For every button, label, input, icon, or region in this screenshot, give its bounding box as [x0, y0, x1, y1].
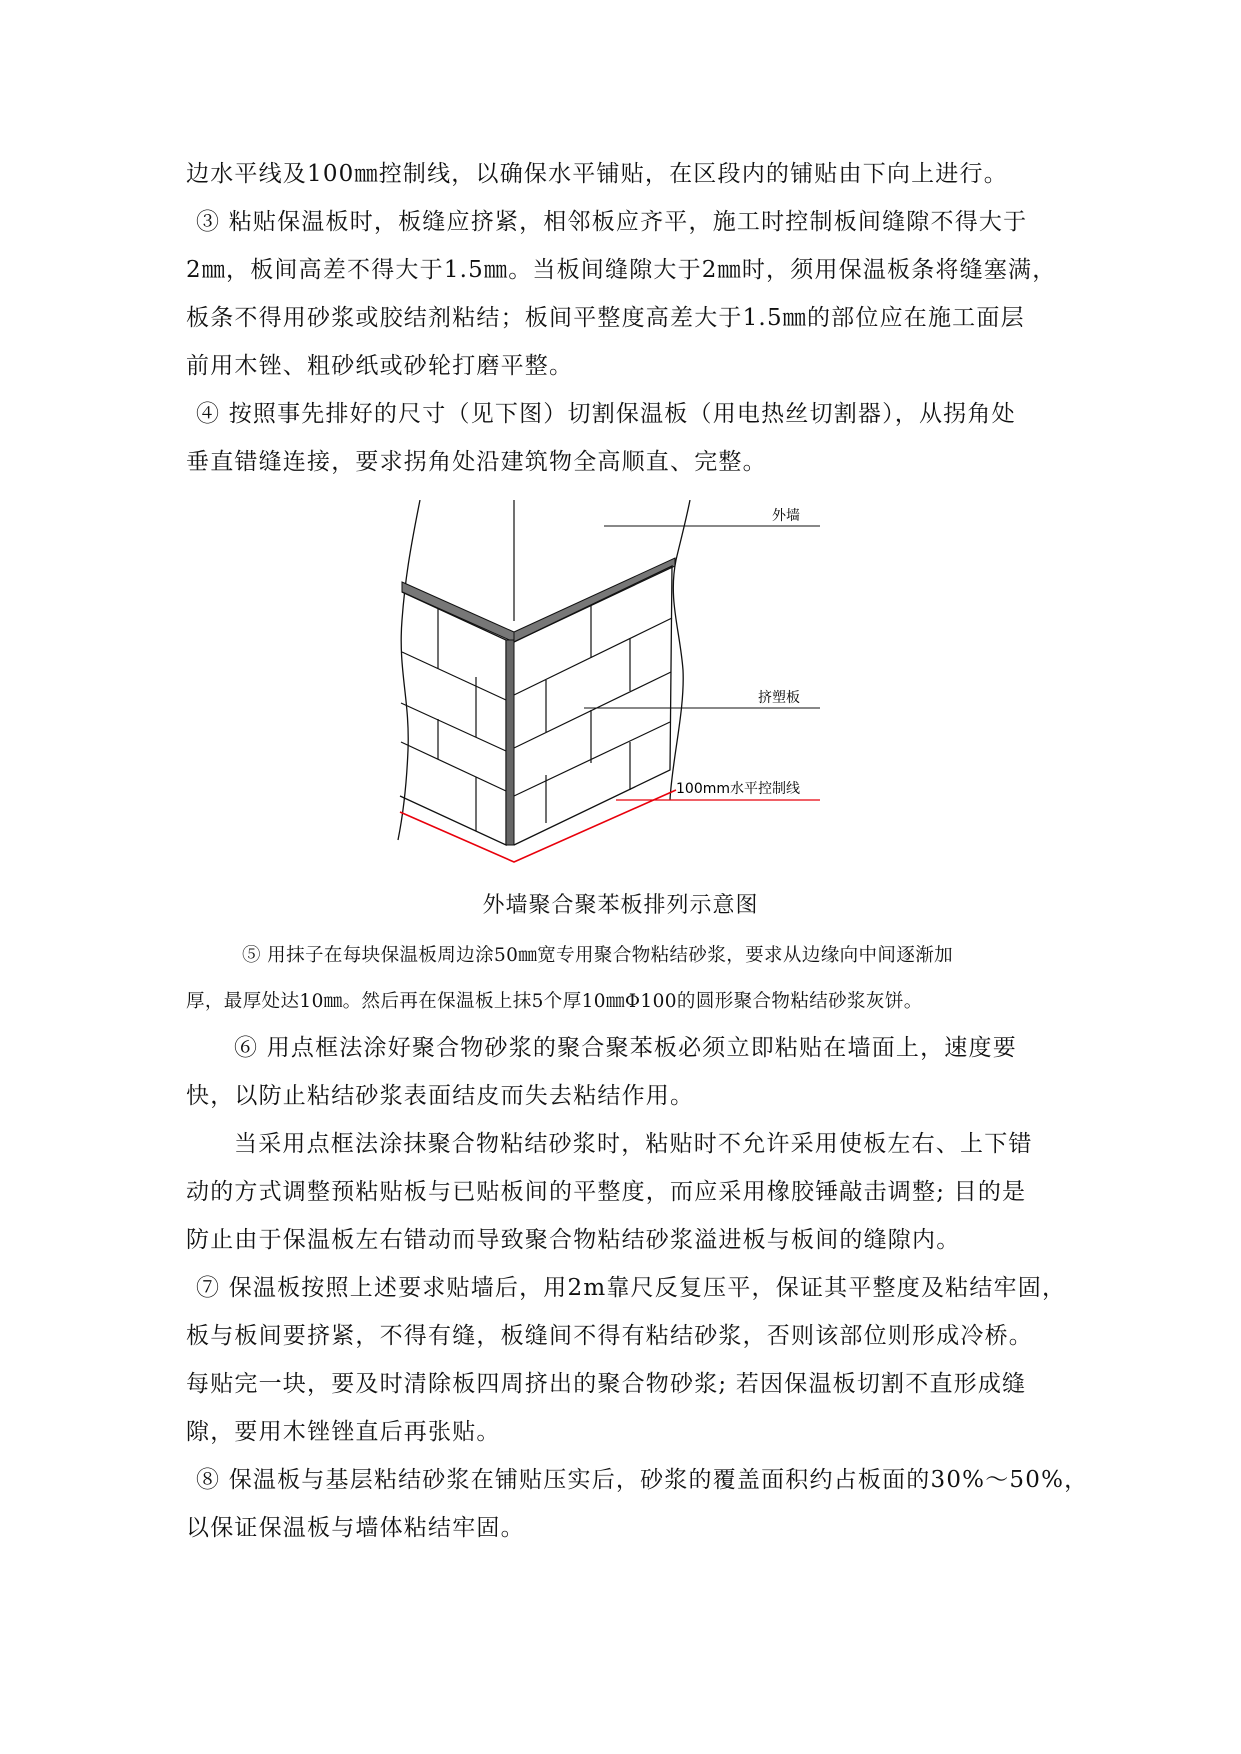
paragraph-line: ③ 粘贴保温板时，板缝应挤紧，相邻板应齐平，施工时控制板间缝隙不得大于 [196, 209, 1028, 235]
paragraph-line: 厚，最厚处达10㎜。然后再在保温板上抹5个厚10㎜Φ100的圆形聚合物粘结砂浆灰饼。 [186, 991, 923, 1012]
corner-mortar-strip [506, 640, 514, 845]
paragraph-line: 动的方式调整预粘贴板与已贴板间的平整度，而应采用橡胶锤敲击调整; 目的是 [186, 1179, 1027, 1205]
control-line-red [400, 790, 676, 862]
paragraph-line: 板条不得用砂浆或胶结剂粘结；板间平整度高差大于1.5㎜的部位应在施工面层 [186, 305, 1025, 331]
paragraph-line: ⑧ 保温板与基层粘结砂浆在铺贴压实后，砂浆的覆盖面积约占板面的30%～50%， [196, 1467, 1089, 1493]
paragraph-line: 以保证保温板与墙体粘结牢固。 [186, 1515, 525, 1541]
paragraph-line: 当采用点框法涂抹聚合物粘结砂浆时，粘贴时不允许采用使板左右、上下错 [234, 1131, 1033, 1157]
figure-caption: 外墙聚合聚苯板排列示意图 [482, 893, 759, 918]
paragraph-line: ⑤ 用抹子在每块保温板周边涂50㎜宽专用聚合物粘结砂浆，要求从边缘向中间逐渐加 [242, 945, 954, 966]
label-board: 挤塑板 [758, 690, 800, 706]
label-wall: 外墙 [772, 508, 800, 524]
paragraph-line: 隙，要用木锉锉直后再张贴。 [186, 1419, 501, 1445]
paragraph-line: 每贴完一块，要及时清除板四周挤出的聚合物砂浆; 若因保温板切割不直形成缝 [186, 1371, 1027, 1397]
insulation-board-layout-diagram [380, 500, 860, 880]
left-course-line [401, 742, 506, 791]
paragraph-line: 2㎜，板间高差不得大于1.5㎜。当板间缝隙大于2㎜时，须用保温板条将缝塞满， [186, 257, 1057, 283]
left-break-line [398, 500, 420, 840]
paragraph-line: 板与板间要挤紧，不得有缝，板缝间不得有粘结砂浆，否则该部位则形成冷桥。 [186, 1323, 1033, 1349]
right-break-line [670, 500, 690, 800]
paragraph-line: ⑦ 保温板按照上述要求贴墙后，用2m靠尺反复压平，保证其平整度及粘结牢固， [196, 1275, 1067, 1301]
paragraph-line: 边水平线及100㎜控制线，以确保水平铺贴，在区段内的铺贴由下向上进行。 [186, 161, 1008, 187]
paragraph-line: 防止由于保温板左右错动而导致聚合物粘结砂浆溢进板与板间的缝隙内。 [186, 1227, 961, 1253]
left-top-mortar-edge [402, 582, 514, 642]
paragraph-line: 垂直错缝连接，要求拐角处沿建筑物全高顺直、完整。 [186, 449, 767, 475]
paragraph-line: 前用木锉、粗砂纸或砂轮打磨平整。 [186, 353, 574, 379]
paragraph-line: ④ 按照事先排好的尺寸（见下图）切割保温板（用电热丝切割器），从拐角处 [196, 401, 1016, 427]
label-control-line: 100mm水平控制线 [676, 781, 800, 797]
paragraph-line: 快，以防止粘结砂浆表面结皮而失去粘结作用。 [186, 1083, 695, 1109]
left-course-line [401, 703, 506, 751]
right-course-line [514, 722, 670, 796]
paragraph-line: ⑥ 用点框法涂好聚合物砂浆的聚合聚苯板必须立即粘贴在墙面上，速度要 [234, 1035, 1017, 1061]
right-top-mortar-edge [514, 558, 675, 642]
left-course-line [402, 652, 506, 700]
